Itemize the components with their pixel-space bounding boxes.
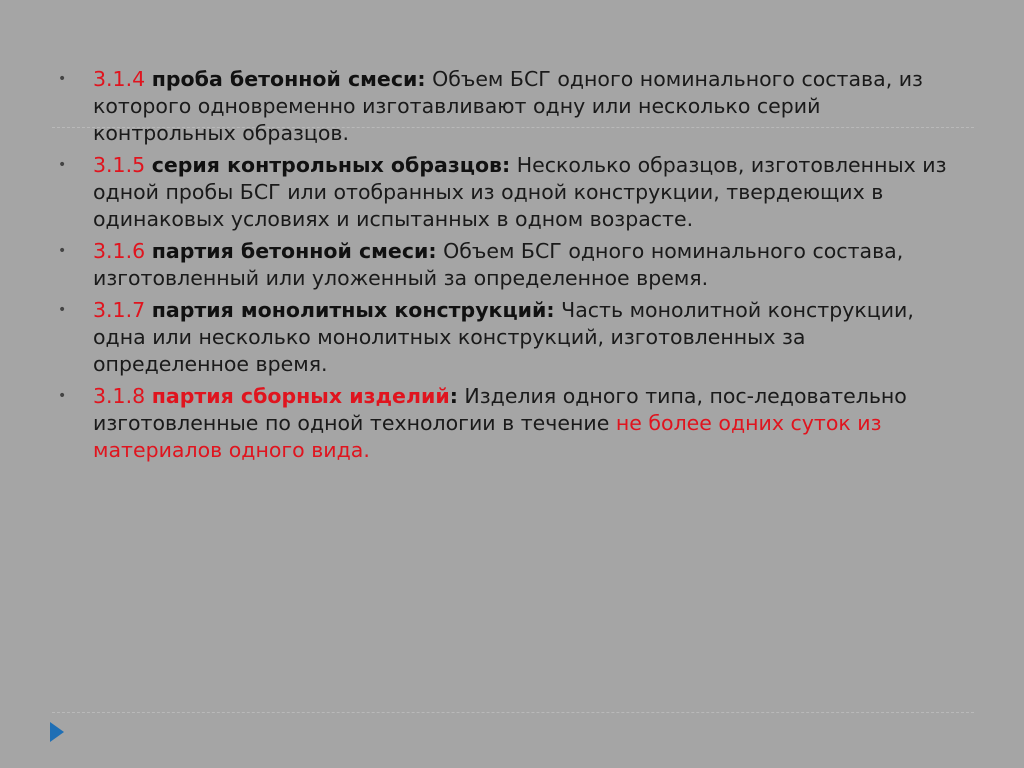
bullet-icon: • — [58, 243, 67, 259]
definition-item-3-1-5 — [58, 152, 958, 233]
item-number: 3.1.6 — [93, 239, 146, 263]
bottom-divider — [52, 712, 974, 713]
definition-item-3-1-8 — [58, 383, 958, 464]
bullet-icon: • — [58, 302, 67, 318]
definition-item-3-1-6 — [58, 238, 958, 292]
bullet-icon: • — [58, 157, 67, 173]
item-definition: Объем БСГ одного номинального состава, из которого одновременно изготавливают одну или несколько серий контрольных образцов. — [93, 67, 923, 145]
item-term: серия контрольных образцов: — [151, 153, 511, 177]
item-term-colon: : — [449, 384, 458, 408]
item-number: 3.1.4 — [93, 67, 146, 91]
item-definition: Изделия одного типа, пос-ледовательно изготовленные по одной технологии в течение — [93, 384, 907, 435]
item-number: 3.1.8 — [93, 384, 146, 408]
definition-item-3-1-7 — [58, 297, 958, 378]
play-arrow-icon[interactable] — [50, 722, 64, 742]
item-term: проба бетонной смеси: — [151, 67, 426, 91]
item-number: 3.1.5 — [93, 153, 146, 177]
item-definition: Объем БСГ одного номинального состава, изготовленный или уложенный за определенное время. — [93, 239, 904, 290]
definition-list — [58, 66, 958, 469]
item-term: партия монолитных конструкций: — [151, 298, 555, 322]
bullet-icon: • — [58, 388, 67, 404]
item-definition: Несколько образцов, изготовленных из одной пробы БСГ или отобранных из одной конструкции, твердеющих в одинаковых условиях и испытанных в одном возрасте. — [93, 153, 947, 231]
bullet-icon: • — [58, 71, 67, 87]
item-definition: Часть монолитной конструкции, одна или несколько монолитных конструкций, изготовленных за определенное время. — [93, 298, 914, 376]
item-definition-highlight: не более одних суток из материалов одного вида. — [93, 411, 882, 462]
definition-item-3-1-4 — [58, 66, 958, 147]
item-term: партия сборных изделий — [151, 384, 450, 408]
item-number: 3.1.7 — [93, 298, 146, 322]
item-term: партия бетонной смеси: — [151, 239, 437, 263]
